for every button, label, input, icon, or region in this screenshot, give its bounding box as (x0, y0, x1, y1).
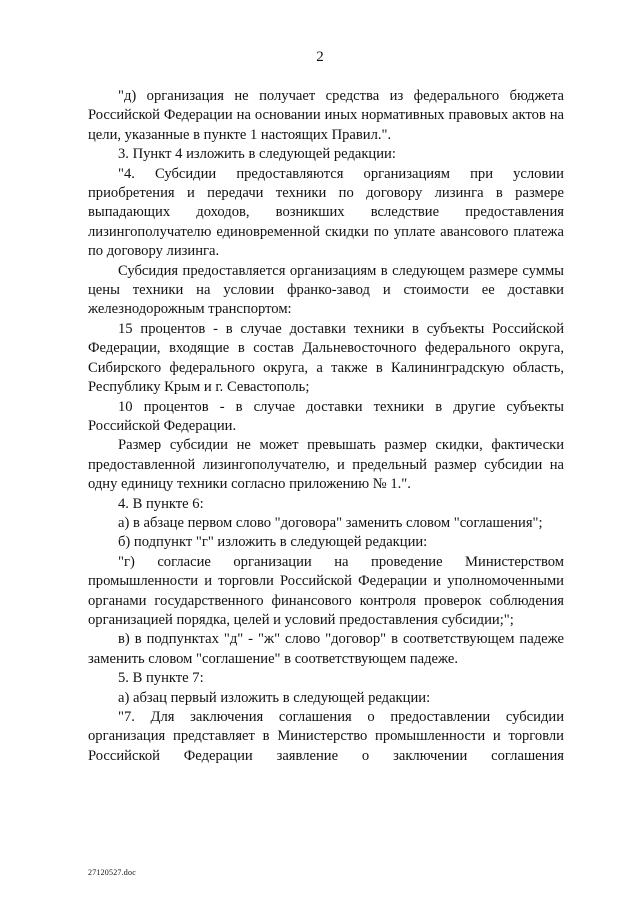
paragraph-subsidy-size: Субсидия предоставляется организациям в следующем размере суммы цены техники на условии франко-завод и стоимости ее доставки железнодорожным транспортом: (88, 262, 564, 318)
paragraph-point-5: 5. В пункте 7: (118, 670, 204, 687)
paragraph-sub-b: б) подпункт "г" изложить в следующей редакции: (118, 534, 428, 551)
paragraph-15-percent: 15 процентов - в случае доставки техники в субъекты Российской Федерации, входящие в состав Дальневосточного федерального округа, Сибирского федерального округа, а также в Калининградскую область, Республику Крым и г. Севастополь; (88, 320, 564, 396)
paragraph-point-7: "7. Для заключения соглашения о предоставлении субсидии организация представляет в Министерство промышленности и торговли Российской Федерации заявление о заключении соглашения (88, 709, 564, 764)
paragraph-item-d: "д) организация не получает средства из федерального бюджета Российской Федерации на основании иных нормативных правовых актов на цели, указанные в пункте 1 настоящих Правил.". (88, 88, 564, 143)
paragraph-sub-v: в) в подпунктах "д" - "ж" слово "договор" в соответствующем падеже заменить словом "соглашение" в соответствующем падеже. (88, 631, 564, 667)
paragraph-point-3: 3. Пункт 4 изложить в следующей редакции: (118, 146, 396, 163)
paragraph-sub-a: а) в абзаце первом слово "договора" заменить словом "соглашения"; (118, 514, 543, 531)
page-number: 2 (316, 49, 324, 65)
footer-file-code: 27120527.doc (88, 868, 136, 877)
document-body (88, 87, 564, 766)
paragraph-point-4: 4. В пункте 6: (118, 495, 204, 512)
paragraph-10-percent: 10 процентов - в случае доставки техники в другие субъекты Российской Федерации. (88, 398, 564, 434)
paragraph-sub-g: "г) согласие организации на проведение Министерством промышленности и торговли Российской Федерации и уполномоченными органами государственного финансового контроля проверок соблюдения организацией порядка, целей и условий предоставления субсидии;"; (88, 553, 564, 628)
paragraph-subsidy-limit: Размер субсидии не может превышать размер скидки, фактически предоставленной лизингополучателю, и предельный размер субсидии на одну единицу техники согласно приложению № 1.". (88, 437, 564, 493)
paragraph-sub-a-2: а) абзац первый изложить в следующей редакции: (118, 689, 431, 706)
paragraph-subsidy-4: "4. Субсидии предоставляются организациям при условии приобретения и передачи техники по договору лизинга в размере выпадающих доходов, возникших вследствие предоставления лизингополучателю единовременной скидки по уплате авансового платежа по договору лизинга. (88, 165, 564, 260)
